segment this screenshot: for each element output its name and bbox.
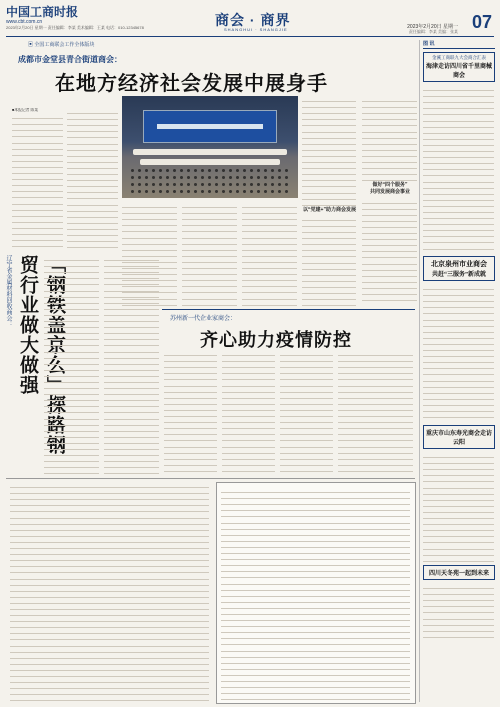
sidebar-item-1-title: 海津走访四川省千里商械商会	[426, 64, 493, 79]
covid-title: 齐心助力疫情防控	[200, 330, 352, 350]
photo-audience	[129, 167, 291, 194]
sidebar-item-2-body	[423, 284, 495, 422]
sidebar-item-2-title: 北京泉州市业商会	[431, 260, 487, 268]
lead-kicker-text: 全国工商联会工作全体版块	[34, 42, 95, 48]
sidebar-item-3-body	[423, 452, 495, 562]
covid-rule	[162, 309, 415, 310]
masthead-left	[6, 6, 116, 25]
covid-col-2	[222, 350, 276, 475]
lead-byline: ■本报记者 陈某	[12, 108, 39, 112]
lead-subtitle: 成都市金堂县青合街道商会：	[18, 55, 122, 64]
sidebar-label: 图 讯	[423, 40, 495, 49]
bottom-col-1	[10, 482, 210, 702]
masthead-rule	[6, 36, 494, 37]
feature-col-2	[104, 255, 160, 475]
sidebar-item-1-kicker: 金溪工商联九大会商合汇表	[432, 55, 486, 60]
lead-col-1	[12, 108, 64, 248]
feature-col-1	[44, 255, 100, 475]
lead-col-6	[182, 202, 238, 306]
bottom-ad-block	[216, 482, 416, 704]
covid-col-4	[338, 350, 414, 475]
feature-title: 「钢铁盖京么」探路钢贸行业做大做强	[17, 255, 65, 455]
sidebar-item-4-body	[423, 583, 495, 643]
lead-col-3	[302, 96, 357, 306]
lead-kicker: ▣ 全国工商联会工作全体版块	[28, 42, 95, 48]
page-number: 07	[471, 12, 492, 32]
issue-date: 2023年2月20日 星期一	[407, 24, 458, 30]
sidebar-item-3-title: 重庆市山东寿光商会走访云阳	[426, 431, 493, 446]
column-head-2: 做好“四个服务”	[372, 182, 408, 189]
sidebar-item-2	[423, 256, 495, 281]
lead-col-2	[67, 108, 119, 248]
photo-stage-backdrop	[143, 110, 277, 143]
photo-head-table	[133, 149, 288, 155]
sidebar-item-3	[423, 425, 495, 449]
sidebar-divider	[419, 40, 420, 702]
covid-kicker: 苏州新一代企业家商会：	[170, 316, 237, 322]
newspaper-name: 中国工商时报	[6, 5, 79, 19]
lead-photo	[122, 96, 298, 198]
masthead-info: 2023年2月20日 星期一 责任编辑：李某 美术编辑：王某 电话：010-12345678	[6, 25, 144, 30]
sidebar-item-4	[423, 565, 495, 580]
column-head-1: 以“党建+”助力商会发展	[303, 206, 356, 213]
editor-line: 责任编辑：李某 美编：张某	[408, 29, 458, 34]
lead-col-7	[242, 202, 298, 306]
lead-col-4	[362, 96, 418, 306]
covid-col-1	[164, 350, 218, 475]
lead-title: 在地方经济社会发展中展身手	[55, 73, 328, 95]
sidebar-item-1	[423, 52, 495, 82]
section-title: 商会 · 商界	[215, 12, 291, 28]
sidebar	[423, 40, 495, 643]
sidebar-item-2-sub: 共赶“三服务”新成就	[431, 272, 486, 278]
feature-kicker: 辽宁省金属材料回收商会：	[5, 255, 11, 327]
section-subtitle: SHANGHUI · SHANGJIE	[224, 27, 288, 32]
column-head-3: 共同发展商会事业	[369, 189, 410, 196]
newspaper-url[interactable]: www.cbt.com.cn	[6, 19, 43, 25]
covid-col-3	[280, 350, 334, 475]
sidebar-item-1-body	[423, 85, 495, 253]
sidebar-item-4-title: 四川天冬苑一起到未来	[428, 571, 489, 577]
